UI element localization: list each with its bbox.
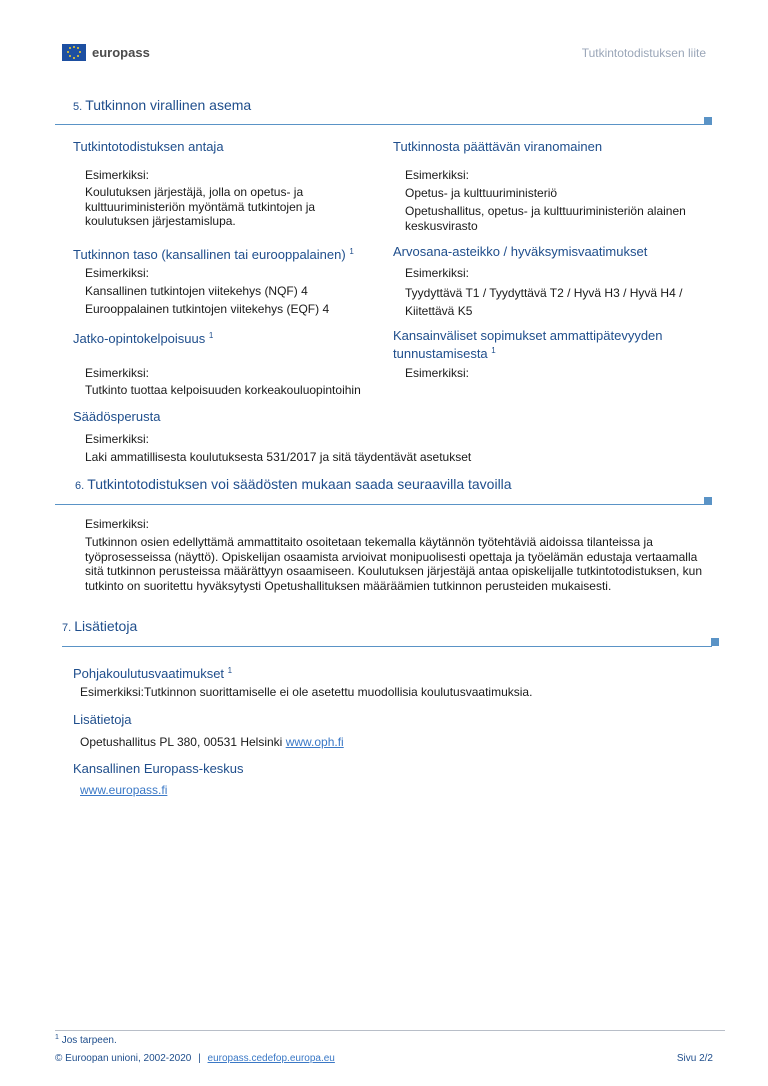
access-text: Tutkinto tuottaa kelpoisuuden korkeakouluopintoihin bbox=[85, 383, 361, 397]
centre-link-wrap bbox=[80, 783, 167, 798]
more-info-heading: Lisätietoja bbox=[73, 712, 132, 727]
section-6-heading: Tutkintotodistuksen voi säädösten mukaan saada seuraavilla tavoilla bbox=[87, 476, 512, 492]
issuer-heading: Tutkintotodistuksen antaja bbox=[73, 139, 224, 154]
footnote-text: Jos tarpeen. bbox=[61, 1035, 117, 1046]
level-eqf: Eurooppalainen tutkintojen viitekehys (EQF) 4 bbox=[85, 302, 330, 316]
section-7-number: 7. bbox=[62, 622, 72, 634]
prerequisites-text: Esimerkiksi:Tutkinnon suorittamiselle ei ole asetettu muodollisia koulutusvaatimuksia. bbox=[80, 685, 533, 699]
legal-heading: Säädösperusta bbox=[73, 409, 161, 424]
centre-heading: Kansallinen Europass-keskus bbox=[73, 761, 244, 776]
section-7-heading: Lisätietoja bbox=[74, 618, 138, 634]
international-heading bbox=[393, 328, 693, 361]
grading-label: Esimerkiksi: bbox=[405, 266, 470, 280]
international-label: Esimerkiksi: bbox=[405, 366, 470, 380]
europass-logo bbox=[62, 44, 150, 61]
footnote-number: 1 bbox=[55, 1034, 59, 1041]
section-7-title bbox=[62, 618, 137, 634]
more-info-address: Opetushallitus PL 380, 00531 Helsinki bbox=[80, 735, 286, 749]
grading-heading: Arvosana-asteikko / hyväksymisvaatimukset bbox=[393, 244, 648, 259]
oph-link[interactable]: www.oph.fi bbox=[285, 735, 344, 749]
more-info-text bbox=[80, 735, 344, 750]
authority-line-1: Opetus- ja kulttuuriministeriö bbox=[405, 186, 558, 200]
level-label: Esimerkiksi: bbox=[85, 266, 150, 280]
authority-label: Esimerkiksi: bbox=[405, 168, 470, 182]
section-7-marker bbox=[711, 638, 719, 646]
section-5-divider bbox=[55, 124, 705, 125]
prerequisites-heading bbox=[73, 663, 232, 681]
copyright: © Euroopan unioni, 2002-2020 bbox=[55, 1053, 192, 1064]
section-7-divider bbox=[62, 646, 712, 647]
level-nqf: Kansallinen tutkintojen viitekehys (NQF) 4 bbox=[85, 284, 308, 298]
brand-name: europass bbox=[92, 45, 150, 60]
authority-line-2: Opetushallitus, opetus- ja kulttuuriministeriön alainen keskusvirasto bbox=[405, 204, 686, 233]
footnote bbox=[55, 1034, 117, 1046]
section-6-number: 6. bbox=[75, 480, 85, 492]
access-footnote-ref: 1 bbox=[208, 331, 214, 340]
prerequisites-heading-text: Pohjakoulutusvaatimukset bbox=[73, 666, 225, 681]
section-5-title bbox=[73, 97, 251, 113]
footer-divider bbox=[55, 1030, 725, 1031]
access-heading bbox=[73, 328, 213, 346]
level-heading-text: Tutkinnon taso (kansallinen tai eurooppalainen) bbox=[73, 247, 346, 262]
footer-left bbox=[55, 1053, 335, 1064]
section-5-number: 5. bbox=[73, 101, 83, 113]
section-6-label: Esimerkiksi: bbox=[85, 517, 150, 531]
international-footnote-ref: 1 bbox=[491, 346, 496, 355]
section-6-divider bbox=[55, 504, 705, 505]
grading-text: Tyydyttävä T1 / Tyydyttävä T2 / Hyvä H3 / Hyvä H4 / Kiitettävä K5 bbox=[405, 286, 683, 318]
page-number: Sivu 2/2 bbox=[676, 1053, 713, 1064]
issuer-label: Esimerkiksi: bbox=[85, 168, 150, 182]
international-heading-text: Kansainväliset sopimukset ammattipätevyyden tunnustamisesta bbox=[393, 328, 663, 361]
level-footnote-ref: 1 bbox=[349, 247, 354, 256]
access-label: Esimerkiksi: bbox=[85, 366, 150, 380]
europass-fi-link[interactable]: www.europass.fi bbox=[80, 783, 168, 797]
section-6-marker bbox=[704, 497, 712, 505]
section-5-heading: Tutkinnon virallinen asema bbox=[85, 97, 252, 113]
footer-separator: | bbox=[198, 1053, 201, 1064]
cedefop-link[interactable]: europass.cedefop.europa.eu bbox=[207, 1053, 335, 1064]
legal-label: Esimerkiksi: bbox=[85, 432, 150, 446]
document-title: Tutkintotodistuksen liite bbox=[581, 46, 706, 60]
issuer-text: Koulutuksen järjestäjä, jolla on opetus- ja kulttuuriministeriön myöntämä tutkintojen ja koulutuksen järjestamislupa. bbox=[85, 185, 316, 228]
level-heading bbox=[73, 244, 354, 262]
prerequisites-footnote-ref: 1 bbox=[227, 666, 233, 675]
section-5-marker bbox=[704, 117, 712, 125]
access-heading-text: Jatko-opintokelpoisuus bbox=[73, 331, 206, 346]
legal-text: Laki ammatillisesta koulutuksesta 531/2017 ja sitä täydentävät asetukset bbox=[85, 450, 472, 464]
authority-heading: Tutkinnosta päättävän viranomainen bbox=[393, 139, 603, 154]
eu-flag-icon bbox=[62, 44, 86, 61]
section-6-text: Tutkinnon osien edellyttämä ammattitaito osoitetaan tekemalla käytännön työtehtäviä aidoissa tilanteissa ja työprosesseissa (näyttö). Opiskelijan osaamista arvioivat monipuolisesti opettaja ja työelämän edustaja vertaamalla sitä tutkinnon perusteissa määrättyyn osaamiseen. Koulutuksen järjestäjä antaa opiskelijalle tutkintotodistuksen, kun tutkinto on suoritettu hyväksytysti Opetushallituksen määräämien tutkinnon perusteiden mukaisesti. bbox=[85, 535, 703, 593]
section-6-title bbox=[75, 476, 512, 492]
